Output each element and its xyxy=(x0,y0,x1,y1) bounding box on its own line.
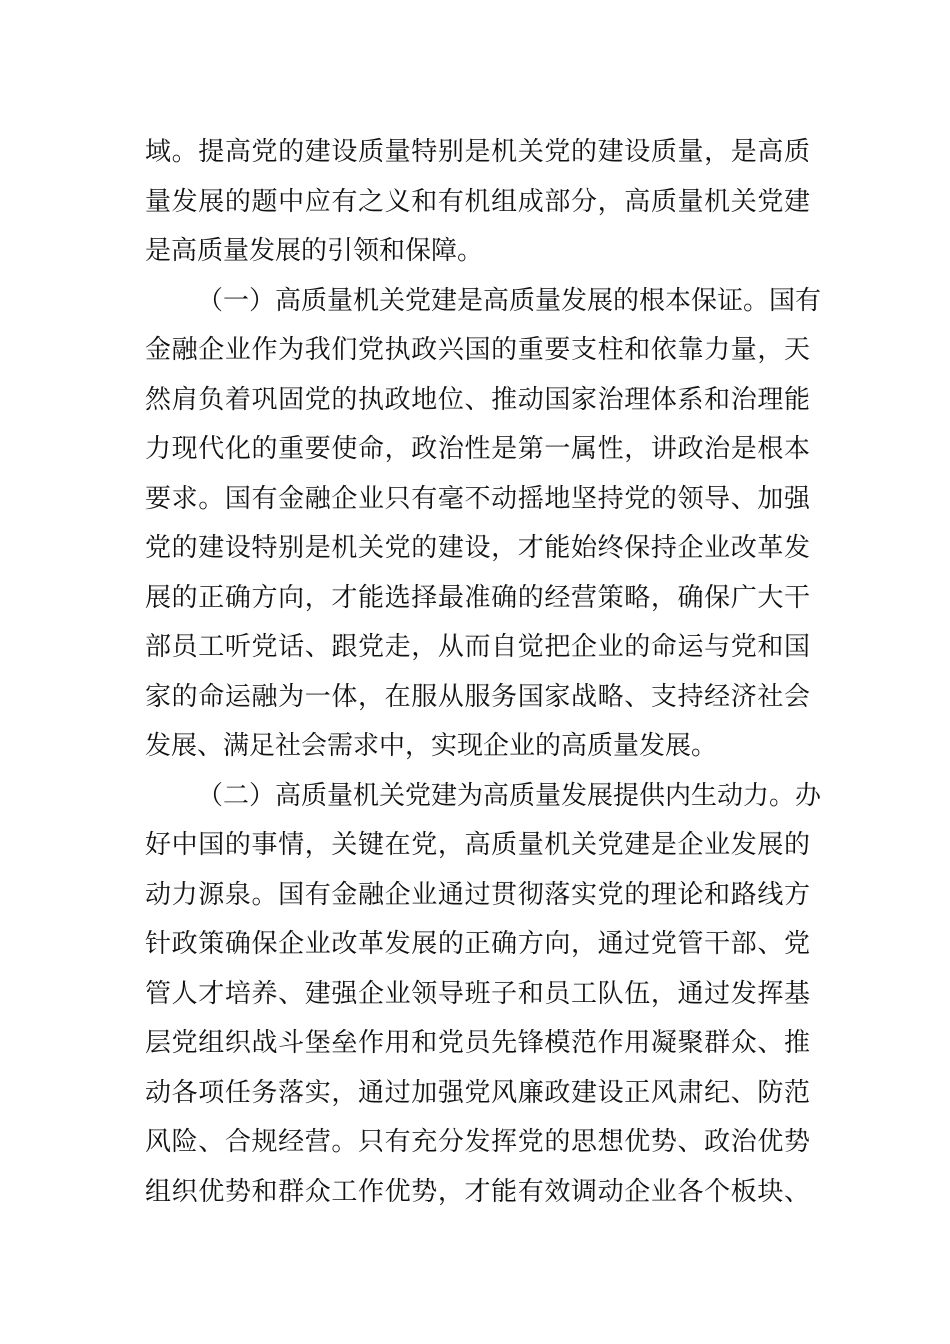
text-line-13: 发展、满足社会需求中，实现企业的高质量发展。 xyxy=(145,731,718,761)
text-line-3: 是高质量发展的引领和保障。 xyxy=(145,236,484,266)
text-line-20: 动各项任务落实，通过加强党风廉政建设正风肃纪、防范 xyxy=(145,1077,810,1108)
text-line-6: 然肩负着巩固党的执政地位、推动国家治理体系和治理能 xyxy=(145,384,810,415)
text-line-7: 力现代化的重要使命，政治性是第一属性，讲政治是根本 xyxy=(145,434,810,464)
text-line-10: 展的正确方向，才能选择最准确的经营策略，确保广大干 xyxy=(145,582,810,613)
text-line-18: 管人才培养、建强企业领导班子和员工队伍，通过发挥基 xyxy=(145,978,810,1009)
text-line-9: 党的建设特别是机关党的建设，才能始终保持企业改革发 xyxy=(145,533,810,563)
text-line-14: （二）高质量机关党建为高质量发展提供内生动力。办 xyxy=(197,780,822,811)
text-line-8: 要求。国有金融企业只有毫不动摇地坚持党的领导、加强 xyxy=(145,483,810,514)
text-line-15: 好中国的事情，关键在党，高质量机关党建是企业发展的 xyxy=(145,830,810,860)
text-line-5: 金融企业作为我们党执政兴国的重要支柱和依靠力量，天 xyxy=(145,335,810,365)
text-line-11: 部员工听党话、跟党走，从而自觉把企业的命运与党和国 xyxy=(145,632,810,662)
body-text xyxy=(145,128,822,1217)
text-line-17: 针政策确保企业改革发展的正确方向，通过党管干部、党 xyxy=(145,929,810,959)
text-line-22: 组织优势和群众工作优势，才能有效调动企业各个板块、 xyxy=(145,1176,810,1207)
text-line-2: 量发展的题中应有之义和有机组成部分，高质量机关党建 xyxy=(145,186,810,217)
text-line-1: 域。提高党的建设质量特别是机关党的建设质量，是高质 xyxy=(145,137,810,167)
text-line-12: 家的命运融为一体，在服从服务国家战略、支持经济社会 xyxy=(145,681,810,712)
text-line-19: 层党组织战斗堡垒作用和党员先锋模范作用凝聚群众、推 xyxy=(145,1028,810,1058)
text-line-21: 风险、合规经营。只有充分发挥党的思想优势、政治优势 xyxy=(145,1127,810,1157)
text-line-16: 动力源泉。国有金融企业通过贯彻落实党的理论和路线方 xyxy=(145,879,810,910)
text-line-4: （一）高质量机关党建是高质量发展的根本保证。国有 xyxy=(197,285,822,316)
